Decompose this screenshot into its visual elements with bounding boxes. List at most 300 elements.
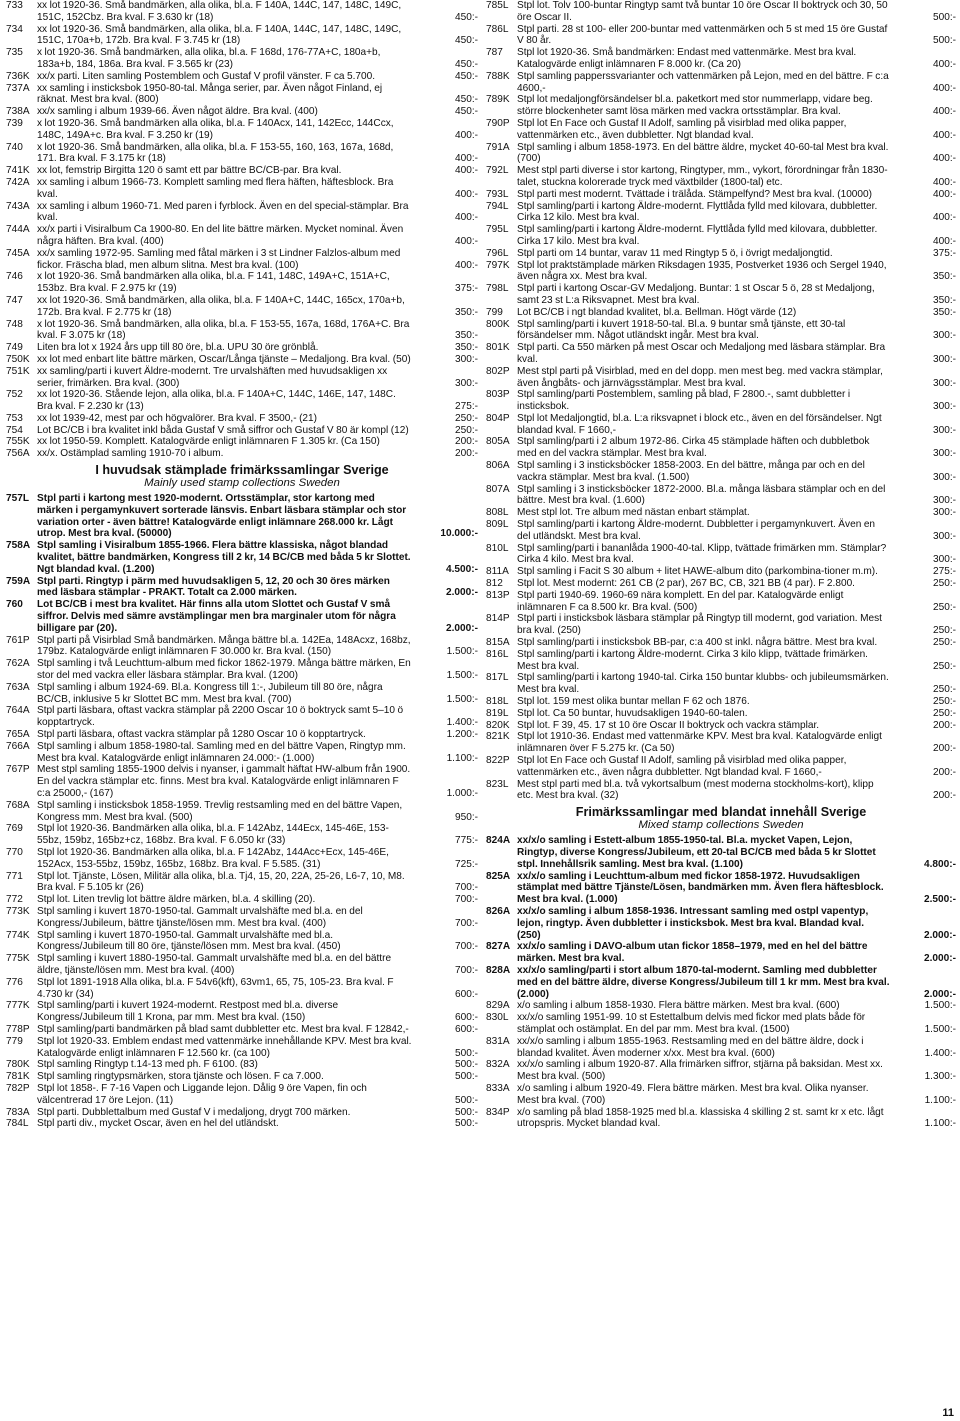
lot-price: 350:- bbox=[932, 294, 956, 306]
lot-description: xx lot 1920-36. Små bandmärken, alla olika, bl.a. F 140A+C, 144C, 165cx, 170a+b, 172b. Bra kval. F 2.775 kr (18) bbox=[37, 294, 405, 318]
section-heading bbox=[486, 805, 956, 832]
lot-price: 600:- bbox=[454, 1012, 478, 1024]
lot-number: 760 bbox=[6, 599, 23, 611]
lot-number: 830L bbox=[486, 1012, 509, 1024]
section-heading bbox=[6, 463, 478, 490]
lot-price: 500:- bbox=[454, 1106, 478, 1118]
lot-number: 768A bbox=[6, 799, 30, 811]
lot-price: 300:- bbox=[932, 377, 956, 389]
page-number: 11 bbox=[942, 1407, 954, 1419]
lot-entry bbox=[486, 566, 956, 578]
lot-price: 4.800:- bbox=[924, 858, 956, 870]
lot-price: 400:- bbox=[454, 188, 478, 200]
lot-price: 400:- bbox=[454, 212, 478, 224]
lot-entry bbox=[486, 460, 956, 484]
lot-description: x lot 1920-36. Små bandmärken, alla olika, bl.a. F 153-55, 167a, 168d, 176A+C. Bra kval. F 3.075 kr (18) bbox=[37, 318, 410, 342]
lot-price: 700:- bbox=[454, 882, 478, 894]
lot-entry bbox=[486, 189, 956, 201]
lot-description: Stpl lot. Tjänste, Lösen, Militär alla olika, bl.a. Tj4, 15, 20, 22A, 25-26, L6-7, 10, M8. Bra kval. F 5.105 kr (26) bbox=[37, 870, 405, 894]
lot-price: 500:- bbox=[454, 1047, 478, 1059]
lot-number: 781K bbox=[6, 1071, 30, 1083]
lot-price: 2.000:- bbox=[924, 953, 956, 965]
lot-price: 500:- bbox=[932, 35, 956, 47]
lot-number: 755K bbox=[6, 436, 30, 448]
lot-number: 820K bbox=[486, 719, 510, 731]
lot-entry bbox=[6, 977, 478, 1001]
lot-description: Mest stpl parti diverse i stor kartong, Ringtyper, mm., vykort, förordningar från 1830-talet, stuckna kolorerade tryck med växtbilder (1800-tal) etc. bbox=[517, 165, 888, 188]
lot-description: Stpl samling i kuvert 1880-1950-tal. Gammalt urvalshäfte med bl.a. en del bättre äldre, tjänste/lösen mm. Mest bra kval. (400) bbox=[37, 953, 392, 976]
lot-number: 825A bbox=[486, 870, 511, 882]
lot-price: 1.500:- bbox=[446, 670, 478, 682]
lot-entry bbox=[6, 271, 478, 295]
lot-price: 375:- bbox=[932, 247, 956, 259]
lot-number: 783A bbox=[6, 1106, 30, 1118]
lot-number: 775K bbox=[6, 953, 30, 965]
lot-entry bbox=[6, 906, 478, 930]
lot-entry bbox=[6, 413, 478, 425]
lot-number: 785L bbox=[486, 0, 509, 11]
lot-description: Stpl lot. 159 mest olika buntar mellan F 62 och 1876. bbox=[517, 696, 750, 708]
lot-description: Mest stpl parti med bl.a. två vykortsalbum (mest moderna stockholms-kort), klipp etc. Mest bra kval. (32) bbox=[517, 778, 874, 802]
lot-description: Stpl samling ringtypsmärken, stora tjänste och lösen. F ca 7.000. bbox=[37, 1071, 324, 1083]
lot-description: xx lot med enbart lite bättre märken, Oscar/Långa tjänste – Medaljong. Bra kval. (50) bbox=[37, 353, 411, 365]
lot-price: 4.500:- bbox=[446, 563, 478, 575]
lot-entry bbox=[6, 1059, 478, 1071]
lot-price: 450:- bbox=[454, 35, 478, 47]
lot-price: 400:- bbox=[932, 212, 956, 224]
lot-price: 500:- bbox=[454, 1118, 478, 1130]
lot-number: 776 bbox=[6, 976, 23, 988]
lot-price: 400:- bbox=[454, 235, 478, 247]
lot-number: 797K bbox=[486, 259, 510, 271]
lot-price: 700:- bbox=[454, 941, 478, 953]
lot-entry bbox=[486, 248, 956, 260]
lot-price: 2.000:- bbox=[924, 988, 956, 1000]
lot-number: 757L bbox=[6, 493, 30, 505]
section-title: Frimärkssamlingar med blandat innehåll Sverige bbox=[575, 805, 867, 820]
lot-number: 791A bbox=[486, 141, 510, 153]
lot-entry bbox=[6, 1107, 478, 1119]
lot-description: xx samling i album 1966-73. Komplett samling med flera häften, häftesblock. Bra kval. bbox=[37, 176, 394, 200]
lot-number: 741K bbox=[6, 165, 30, 177]
lot-description: Stpl samling Ringtyp t.14-13 med ph. F 6100. (83) bbox=[37, 1059, 258, 1071]
lot-entry bbox=[6, 24, 478, 48]
lot-description: Stpl samling/parti i kartong 1940-tal. Cirka 150 buntar klubbs- och jubileumsmärken. Mest bra kval. bbox=[517, 672, 889, 696]
lot-price: 200:- bbox=[932, 719, 956, 731]
lot-price: 350:- bbox=[932, 271, 956, 283]
lot-price: 200:- bbox=[932, 766, 956, 778]
lot-number: 748 bbox=[6, 318, 23, 330]
lot-number: 813P bbox=[486, 589, 510, 601]
lot-description: xx/x parti. Liten samling Postemblem och Gustaf V profil vänster. F ca 5.700. bbox=[37, 70, 376, 82]
lot-number: 815A bbox=[486, 637, 510, 649]
lot-entry bbox=[486, 389, 956, 413]
lot-price: 1.300:- bbox=[924, 1071, 956, 1083]
lot-entry bbox=[6, 118, 478, 142]
lot-number: 811A bbox=[486, 566, 509, 578]
lot-entry bbox=[486, 260, 956, 284]
lot-entry bbox=[486, 613, 956, 637]
lot-number: 810L bbox=[486, 542, 509, 554]
lot-description: Mest stpl parti på Visirblad, med en del dopp. men mest beg. med vackra stämplar, även ångbåts- och järnvägsstämplar. Mest bra kval. bbox=[517, 365, 883, 389]
lot-entry bbox=[6, 1071, 478, 1083]
lot-number: 765A bbox=[6, 729, 30, 741]
lot-description: Stpl samling i Facit S 30 album + litet HAWE-album dito (parkombina-tioner m.m). bbox=[517, 566, 878, 578]
lot-number: 777K bbox=[6, 1000, 30, 1012]
lot-number: 772 bbox=[6, 894, 23, 906]
lot-number: 750K bbox=[6, 353, 30, 365]
lot-price: 400:- bbox=[454, 129, 478, 141]
lot-number: 771 bbox=[6, 870, 23, 882]
lot-entry bbox=[6, 71, 478, 83]
lot-number: 803P bbox=[486, 389, 510, 401]
lot-price: 400:- bbox=[932, 106, 956, 118]
lot-price: 300:- bbox=[932, 554, 956, 566]
lot-entry bbox=[6, 823, 478, 847]
lot-description: Stpl lot 1920-36. Bandmärken alla olika, bl.a. F 142Abz, 144Acc+Ecx, 145-46E, 152Acx, 153-55bz, 159bz, 165bz, 168bz. Bra kval. F 5.585. (31) bbox=[37, 846, 389, 870]
lot-price: 250:- bbox=[932, 660, 956, 672]
lot-entry bbox=[486, 1000, 956, 1012]
lot-entry bbox=[6, 930, 478, 954]
lot-description: xx/x/o samling/parti i stort album 1870-tal-modernt. Samling med dubbletter med en del bättre äldre, diverse Kongress/Jubileum till 1 kr mm. Mest bra kval. (2.000) bbox=[517, 964, 890, 1000]
lot-entry bbox=[6, 342, 478, 354]
lot-entry bbox=[486, 24, 956, 48]
lot-entry bbox=[6, 847, 478, 871]
lot-description: xx lot 1950-59. Komplett. Katalogvärde enligt inlämnaren F 1.305 kr. (Ca 150) bbox=[37, 436, 380, 448]
lot-description: Stpl lot En Face och Gustaf II Adolf, samling på visirblad med olika papper, vattenmärken etc., även några dubbletter. Ngt blandad kval. F 1660,- bbox=[517, 755, 847, 778]
lot-entry bbox=[486, 696, 956, 708]
lot-price: 350:- bbox=[454, 330, 478, 342]
lot-entry bbox=[6, 142, 478, 166]
lot-number: 789K bbox=[486, 94, 510, 106]
lot-number: 826A bbox=[486, 905, 511, 917]
lot-description: Stpl parti. Ringtyp i pärm med huvudsakligen 5, 12, 20 och 30 öres märken med läsbara stämplar - PRAKT. Totalt ca 2.000 märken. bbox=[37, 575, 390, 599]
lot-entry bbox=[6, 894, 478, 906]
lot-price: 700:- bbox=[454, 964, 478, 976]
left-column bbox=[6, 0, 478, 1130]
lot-description: Stpl samling i kuvert 1870-1950-tal. Gammalt urvalshäfte med bl.a. en del Kongress/Jubileum, bättre tjänste/lösen mm. Mest bra kval. (400) bbox=[37, 905, 363, 929]
lot-entry bbox=[6, 248, 478, 272]
lot-number: 767P bbox=[6, 764, 30, 776]
lot-number: 753 bbox=[6, 412, 23, 424]
lot-number: 834P bbox=[486, 1106, 510, 1118]
lot-description: Stpl parti. Ca 550 märken på mest Oscar och Medaljong med läsbara stämplar. Bra kval. bbox=[517, 342, 886, 365]
lot-description: Stpl parti om 14 buntar, varav 11 med Ringtyp 5 ö, i övrigt medaljongtid. bbox=[517, 247, 833, 259]
lot-price: 1.100:- bbox=[446, 752, 478, 764]
lot-description: Stpl lot medaljongförsändelser bl.a. paketkort med stor nummerlapp, vidare beg. större blockenheter samt lösa märken med vackra ortsstämplar. Bra kval. bbox=[517, 94, 873, 118]
lot-entry bbox=[486, 835, 956, 870]
lot-number: 779 bbox=[6, 1035, 23, 1047]
lot-entry bbox=[6, 448, 478, 460]
lot-price: 250:- bbox=[932, 707, 956, 719]
lot-entry bbox=[6, 201, 478, 225]
lot-description: xx/x samling 1972-95. Samling med fåtal märken i 3 st Lindner Falzlos-album med fickor. Fräscha blad, men album slitna. Mest bra kval. (100) bbox=[37, 247, 401, 271]
lot-number: 766A bbox=[6, 740, 30, 752]
lot-entry bbox=[486, 649, 956, 673]
lot-price: 725:- bbox=[454, 858, 478, 870]
lot-description: Stpl samling/parti i kartong Äldre-modernt. Flyttlåda fylld med kilovara, dubbletter. Cirka 17 kilo. Mest bra kval. bbox=[517, 224, 878, 247]
lot-description: Liten bra lot x 1924 års upp till 80 öre, bl.a. UPU 30 öre grönblå. bbox=[37, 342, 319, 354]
lot-description: xx/x/o samling i Estett-album 1855-1950-tal. Bl.a. mycket Vapen, Lejon, Ringtyp, diverse Kongress/Jubileum, ett 20-tal BC/CB med båda 5 kr Slottet stpl. Innehållsrik samling. Mest bra kval. (1.100) bbox=[517, 835, 876, 870]
lot-price: 350:- bbox=[454, 306, 478, 318]
lot-number: 828A bbox=[486, 964, 511, 976]
lot-entry bbox=[486, 507, 956, 519]
lot-price: 400:- bbox=[932, 129, 956, 141]
lot-entry bbox=[6, 729, 478, 741]
lot-entry bbox=[486, 319, 956, 343]
lot-number: 792L bbox=[486, 165, 509, 177]
lot-entry bbox=[486, 1107, 956, 1131]
lot-description: xx samling i album 1960-71. Med paren i fyrblock. Även en del special-stämplar. Bra kval. bbox=[37, 200, 409, 224]
lot-price: 450:- bbox=[454, 94, 478, 106]
lot-number: 751K bbox=[6, 365, 30, 377]
lot-entry bbox=[486, 941, 956, 965]
section-subtitle: Mixed stamp collections Sweden bbox=[638, 819, 804, 832]
lot-entry bbox=[6, 47, 478, 71]
lot-number: 743A bbox=[6, 200, 30, 212]
lot-description: Stpl samling i album 1858-1973. En del bättre äldre, mycket 40-60-tal Mest bra kval. (700) bbox=[517, 141, 889, 165]
lot-description: x lot 1920-36. Små bandmärken alla olika, bl.a. F 140Acx, 141, 142Ecc, 144Ccx, 148C, 149A+c. Bra kval. F 3.250 kr (19) bbox=[37, 117, 394, 141]
lot-entry bbox=[486, 519, 956, 543]
lot-entry bbox=[6, 493, 478, 540]
lot-price: 400:- bbox=[932, 153, 956, 165]
lot-entry bbox=[486, 779, 956, 803]
lot-price: 250:- bbox=[932, 601, 956, 613]
lot-number: 749 bbox=[6, 342, 23, 354]
lot-price: 200:- bbox=[454, 448, 478, 460]
lot-number: 809L bbox=[486, 519, 509, 531]
lot-description: xx lot 1920-36. Små bandmärken, alla olika, bl.a. F 140A, 144C, 147, 148C, 149C, 151C, 170a+b, 172b. Bra kval. F 3.745 kr (18) bbox=[37, 23, 402, 47]
lot-entry bbox=[486, 1059, 956, 1083]
lot-description: Stpl lot En Face och Gustaf II Adolf, samling på visirblad med olika papper, vattenmärken etc., även dubbletter. Ngt blandad kval. bbox=[517, 117, 847, 141]
lot-price: 10.000:- bbox=[440, 528, 478, 540]
lot-price: 300:- bbox=[932, 330, 956, 342]
lot-number: 829A bbox=[486, 1000, 510, 1012]
lot-number: 740 bbox=[6, 141, 23, 153]
lot-price: 450:- bbox=[454, 106, 478, 118]
lot-entry bbox=[6, 389, 478, 413]
lot-number: 754 bbox=[6, 424, 23, 436]
lot-description: Stpl samling i två Leuchttum-album med fickor 1862-1979. Många bättre märken, En stor del med vackra eller läsbara stämplar. Bra kval. (1200) bbox=[37, 658, 411, 682]
lot-price: 700:- bbox=[454, 917, 478, 929]
lot-number: 758A bbox=[6, 540, 31, 552]
lot-description: Stpl parti. 28 st 100- eller 200-buntar med vattenmärken och 5 st med 15 öre Gustaf V 80 år. bbox=[517, 23, 888, 47]
lot-price: 200:- bbox=[454, 436, 478, 448]
lot-number: 796L bbox=[486, 247, 509, 259]
lot-number: 744A bbox=[6, 224, 30, 236]
lot-description: Stpl lot 1910-36. Endast med vattenmärke KPV. Mest bra kval. Katalogvärde enligt inlämnaren över F 5.275 kr. (Ca 50) bbox=[517, 731, 882, 755]
lot-price: 1.000:- bbox=[446, 788, 478, 799]
lot-entry bbox=[6, 436, 478, 448]
lot-description: Stpl parti div., mycket Oscar, även en hel del utländskt. bbox=[37, 1118, 279, 1130]
lot-description: xx/x parti i Visiralbum Ca 1900-80. En del lite bättre märken. Mycket nominal. Även några häften. Bra kval. (400) bbox=[37, 224, 404, 247]
lot-number: 773K bbox=[6, 905, 30, 917]
lot-description: x lot 1920-36. Små bandmärken alla olika, bl.a. F 141, 148C, 149A+C, 151A+C, 153bz. Bra kval. F 2.975 kr (19) bbox=[37, 271, 390, 295]
lot-description: Stpl lot 1920-36. Små bandmärken: Endast med vattenmärke. Mest bra kval. Katalogvärde enligt inlämnaren F 8.000 kr. (Ca 20) bbox=[517, 47, 857, 70]
lot-entry bbox=[6, 354, 478, 366]
lot-description: Stpl samling/parti Postemblem, samling på blad, F 2800.-, samt dubbletter i insticksbok. bbox=[517, 389, 851, 413]
lot-price: 500:- bbox=[454, 1071, 478, 1083]
lot-entry bbox=[6, 1118, 478, 1130]
lot-price: 700:- bbox=[454, 894, 478, 906]
lot-price: 1.500:- bbox=[446, 693, 478, 705]
lot-entry bbox=[6, 764, 478, 799]
lot-number: 736K bbox=[6, 70, 30, 82]
lot-number: 795L bbox=[486, 224, 509, 236]
lot-entry bbox=[486, 965, 956, 1000]
lot-price: 1.500:- bbox=[924, 1023, 956, 1035]
lot-description: xx lot, femstrip Birgitta 120 ö samt ett par bättre BC/CB-par. Bra kval. bbox=[37, 165, 342, 177]
lot-entry bbox=[486, 142, 956, 166]
lot-price: 1.200:- bbox=[446, 729, 478, 741]
lot-entry bbox=[486, 165, 956, 189]
lot-number: 799 bbox=[486, 306, 503, 318]
lot-description: Stpl samling i insticksbok 1858-1959. Trevlig restsamling med en del bättre Vapen, Kongress mm. Mest bra kval. (500) bbox=[37, 799, 403, 823]
lot-number: 805A bbox=[486, 436, 510, 448]
lot-entry bbox=[486, 871, 956, 906]
lot-price: 400:- bbox=[454, 259, 478, 271]
lot-description: Stpl samling/parti i kuvert 1918-50-tal. Bl.a. 9 buntar små tjänste, ett 30-tal försändelser mm. Något utländskt ingår. Mest bra kval. bbox=[517, 318, 846, 342]
lot-entry bbox=[486, 413, 956, 437]
lot-number: 778P bbox=[6, 1023, 30, 1035]
lot-description: x/o samling på blad 1858-1925 med bl.a. klassiska 4 skilling 2 st. samt kr x etc. lågt utropspris. Mycket blandad kval. bbox=[517, 1106, 884, 1130]
lot-price: 300:- bbox=[932, 424, 956, 436]
section-title: I huvudsak stämplade frimärkssamlingar Sverige bbox=[95, 463, 389, 478]
lot-entry bbox=[6, 366, 478, 390]
lot-description: x/o samling i album 1858-1930. Flera bättre märken. Mest bra kval. (600) bbox=[517, 1000, 840, 1012]
lot-description: Stpl samling/parti i 2 album 1972-86. Cirka 45 stämplade häften och dubbletbok med en del vackra stämplar. Mest bra kval. bbox=[517, 436, 870, 460]
lot-number: 787 bbox=[486, 47, 503, 59]
lot-number: 752 bbox=[6, 389, 23, 401]
lot-entry bbox=[486, 906, 956, 941]
lot-entry bbox=[6, 224, 478, 248]
lot-price: 450:- bbox=[454, 58, 478, 70]
lot-entry bbox=[486, 708, 956, 720]
lot-price: 300:- bbox=[932, 471, 956, 483]
lot-number: 821K bbox=[486, 731, 510, 743]
lot-number: 822P bbox=[486, 755, 510, 766]
lot-entry bbox=[486, 720, 956, 732]
lot-number: 800K bbox=[486, 318, 510, 330]
lot-entry bbox=[6, 0, 478, 24]
lot-price: 450:- bbox=[454, 11, 478, 23]
lot-price: 250:- bbox=[932, 637, 956, 649]
lot-entry bbox=[6, 871, 478, 895]
lot-price: 1.500:- bbox=[924, 1000, 956, 1012]
lot-description: Stpl parti i insticksbok läsbara stämplar på Ringtyp till modernt, god variation. Mest bra kval. (250) bbox=[517, 613, 882, 637]
lot-entry bbox=[486, 543, 956, 567]
lot-number: 769 bbox=[6, 823, 23, 835]
lot-price: 450:- bbox=[454, 70, 478, 82]
lot-price: 375:- bbox=[454, 283, 478, 295]
lot-number: 745A bbox=[6, 247, 30, 259]
lot-number: 814P bbox=[486, 613, 510, 625]
lot-entry bbox=[486, 94, 956, 118]
lot-entry bbox=[6, 177, 478, 201]
lot-number: 833A bbox=[486, 1082, 510, 1094]
lot-price: 275:- bbox=[932, 566, 956, 578]
lot-number: 784L bbox=[6, 1118, 29, 1130]
lot-entry bbox=[486, 47, 956, 71]
lot-entry bbox=[6, 1083, 478, 1107]
lot-description: Stpl lot. Tolv 100-buntar Ringtyp samt två buntar 10 öre Oscar II boktryck och 30, 50 öre Oscar II. bbox=[517, 0, 888, 23]
lot-price: 250:- bbox=[932, 578, 956, 590]
lot-number: 761P bbox=[6, 634, 30, 646]
lot-description: x lot 1920-36. Små bandmärken, alla olika, bl.a. F 153-55, 160, 163, 167a, 168d, 171. Bra kval. F 3.175 kr (18) bbox=[37, 141, 394, 165]
lot-number: 747 bbox=[6, 294, 23, 306]
lot-number: 824A bbox=[486, 835, 511, 847]
lot-description: Stpl samling/parti i kartong Äldre-modernt. Flyttlåda fylld med kilovara, dubbletter. Cirka 12 kilo. Mest bra kval. bbox=[517, 200, 878, 224]
lot-price: 775:- bbox=[454, 835, 478, 847]
lot-entry bbox=[486, 224, 956, 248]
lot-description: Mest stpl samling 1855-1900 delvis i nyanser, i gammalt häftat HW-album från 1900. En del vackra stämplar etc. finns. Mest bra kval. Katalogvärde enligt inlämnaren F c:a 25000,- (167) bbox=[37, 764, 411, 799]
lot-number: 742A bbox=[6, 176, 30, 188]
lot-entry bbox=[486, 590, 956, 614]
lot-price: 2.000:- bbox=[446, 587, 478, 599]
lot-price: 500:- bbox=[454, 1094, 478, 1106]
lot-description: Stpl samling i album 1858-1980-tal. Samling med en del bättre Vapen, Ringtyp mm. Mest bra kval. Katalogvärde enligt inlämnaren 24.000:- (1.000) bbox=[37, 740, 406, 764]
lot-description: x lot 1920-36. Små bandmärken, alla olika, bl.a. F 168d, 176-77A+C, 180a+b, 183a+b, 184, 186a. Bra kval. F 3.565 kr (23) bbox=[37, 47, 381, 70]
lot-entry bbox=[486, 118, 956, 142]
lot-description: xx/x/o samling i album 1920-87. Alla frimärken siffror, stjärna på baksidan. Mest xx. Mest bra kval. (500) bbox=[517, 1059, 883, 1083]
lot-description: Stpl lot 1858-. F 7-16 Vapen och Liggande lejon. Dålig 9 öre Vapen, fin och välcentrerad 17 öre Lejon. (11) bbox=[37, 1082, 367, 1106]
lot-price: 250:- bbox=[932, 696, 956, 708]
lot-number: 823L bbox=[486, 778, 509, 790]
lot-entry bbox=[6, 425, 478, 437]
lot-entry bbox=[6, 106, 478, 118]
lot-entry bbox=[486, 672, 956, 696]
lot-description: xx/x samling i album 1939-66. Även något äldre. Bra kval. (400) bbox=[37, 106, 318, 118]
lot-number: 756A bbox=[6, 448, 30, 460]
lot-description: Stpl samling/parti i insticksbok BB-par, c:a 400 st inkl. några bättre. Mest bra kval. bbox=[517, 637, 878, 649]
lot-entry bbox=[6, 1036, 478, 1060]
lot-price: 600:- bbox=[454, 1023, 478, 1035]
lot-entry bbox=[6, 635, 478, 659]
lot-price: 2.500:- bbox=[924, 894, 956, 906]
lot-entry bbox=[486, 366, 956, 390]
lot-entry bbox=[486, 0, 956, 24]
lot-entry bbox=[6, 953, 478, 977]
lot-number: 735 bbox=[6, 47, 23, 59]
lot-description: Stpl samling/parti i kartong Äldre-modernt. Dubbletter i pergamynkuvert. Även en del utländskt. Mest bra kval. bbox=[517, 519, 876, 542]
lot-number: 774K bbox=[6, 929, 30, 941]
lot-entry bbox=[486, 637, 956, 649]
lot-entry bbox=[486, 283, 956, 307]
lot-description: Stpl lot. Liten trevlig lot bättre äldre märken, bl.a. 4 skilling (20). bbox=[37, 894, 316, 906]
lot-number: 733 bbox=[6, 0, 23, 11]
lot-description: Stpl lot. Mest modernt: 261 CB (2 par), 267 BC, CB, 321 BB (4 par). F 2.800. bbox=[517, 578, 855, 590]
lot-entry bbox=[486, 1036, 956, 1060]
lot-entry bbox=[6, 682, 478, 706]
lot-entry bbox=[6, 540, 478, 575]
lot-number: 790P bbox=[486, 117, 510, 129]
lot-number: 817L bbox=[486, 672, 509, 684]
lot-price: 250:- bbox=[454, 424, 478, 436]
lot-price: 250:- bbox=[932, 625, 956, 637]
lot-price: 400:- bbox=[454, 153, 478, 165]
lot-number: 798L bbox=[486, 283, 509, 295]
lot-entry bbox=[6, 658, 478, 682]
lot-description: xx samling i insticksbok 1950-80-tal. Många serier, par. Även något Finland, ej räknat. Mest bra kval. (800) bbox=[37, 82, 383, 106]
lot-description: Stpl parti i kartong Oscar-GV Medaljong. Buntar: 1 st Oscar 5 ö, 28 st Medaljong, samt 23 st L:a Riksvapnet. Mest bra kval. bbox=[517, 283, 875, 306]
lot-price: 350:- bbox=[932, 306, 956, 318]
lot-entry bbox=[486, 342, 956, 366]
lot-price: 1.400:- bbox=[446, 717, 478, 729]
lot-entry bbox=[486, 578, 956, 590]
lot-number: 807A bbox=[486, 483, 510, 495]
lot-price: 300:- bbox=[932, 507, 956, 519]
lot-entry bbox=[6, 319, 478, 343]
